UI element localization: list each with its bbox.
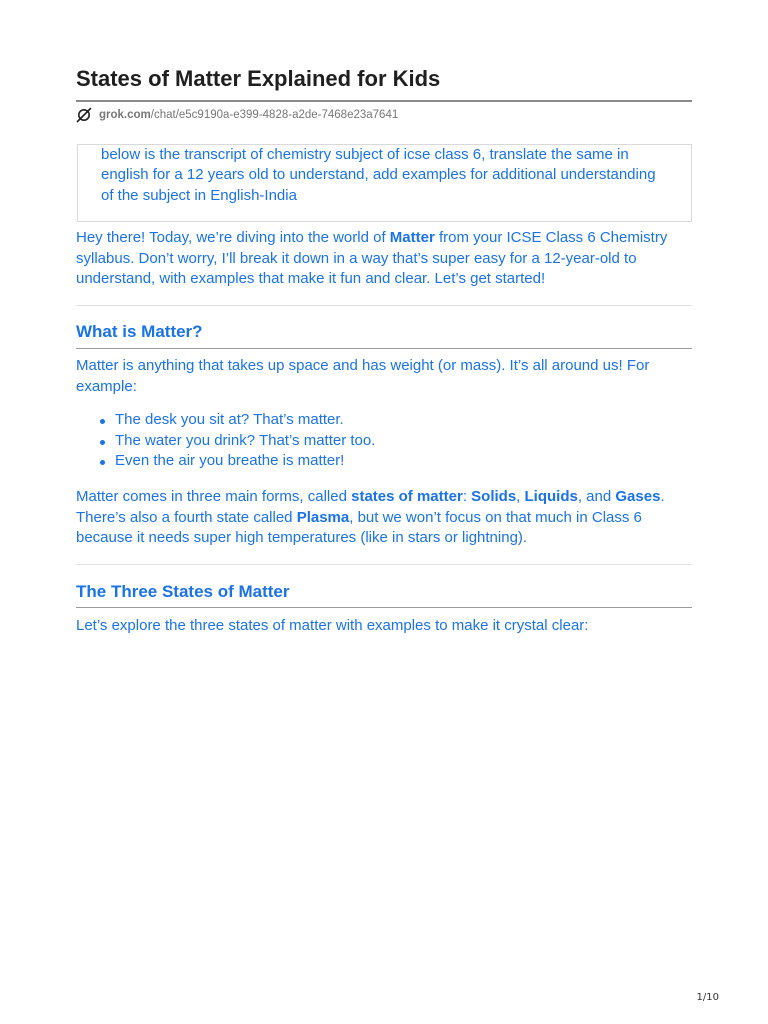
source-domain: grok.com [99, 109, 151, 121]
states-text-6: , but we won’t focus on that much in Class 6 because it needs super high temperatures (like in stars or lightning). [76, 508, 642, 547]
states-text-4: , and [577, 488, 616, 505]
states-text-3: , [516, 488, 525, 505]
list-item: The water you drink? That’s matter too. [76, 431, 375, 452]
heading-what-is-matter: What is Matter? [76, 322, 203, 341]
states-text-1: Matter comes in three main forms, called [76, 488, 352, 505]
bold-gases: Gases [615, 488, 661, 505]
list-item: The desk you sit at? That’s matter. [76, 410, 375, 431]
states-text-2: : [462, 488, 472, 505]
matter-examples-list [76, 410, 375, 472]
section-divider [76, 564, 692, 565]
source-path: /chat/e5c9190a-e399-4828-a2de-7468e23a7641 [150, 109, 399, 121]
user-prompt-text: below is the transcript of chemistry subject of icse class 6, translate the same in english for a 12 years old to understand, add examples for additional understanding of the subject in English-India [101, 146, 656, 204]
intro-bold-matter: Matter [389, 229, 435, 246]
page-number: 1/10 [696, 992, 719, 1003]
bold-states-of-matter: states of matter [351, 488, 463, 505]
grok-logo-icon [76, 107, 99, 123]
list-item: Even the air you breathe is matter! [76, 451, 375, 472]
intro-paragraph [76, 228, 692, 290]
bold-liquids: Liquids [524, 488, 578, 505]
heading-underline [76, 607, 692, 608]
matter-definition-paragraph: Matter is anything that takes up space and has weight (or mass). It’s all around us! For example: [76, 357, 650, 395]
intro-text-2: from your ICSE Class 6 Chemistry syllabus. Don’t worry, I’ll break it down in a way that’s super easy for a 12-year-old to understand, with examples that make it fun and clear. Let’s get started! [76, 229, 668, 288]
states-text-5: . There’s also a fourth state called [76, 488, 665, 526]
user-prompt-box [77, 144, 692, 222]
states-overview-paragraph [76, 487, 692, 549]
intro-text-1: Hey there! Today, we’re diving into the world of [76, 229, 390, 246]
three-states-intro-paragraph: Let’s explore the three states of matter with examples to make it crystal clear: [76, 617, 589, 634]
heading-underline [76, 348, 692, 349]
source-url[interactable] [76, 106, 398, 124]
title-underline [76, 100, 692, 102]
section-divider [76, 305, 692, 306]
bold-plasma: Plasma [296, 508, 350, 526]
heading-three-states: The Three States of Matter [76, 582, 290, 601]
document-title: States of Matter Explained for Kids [76, 66, 441, 91]
bold-solids: Solids [471, 488, 517, 505]
